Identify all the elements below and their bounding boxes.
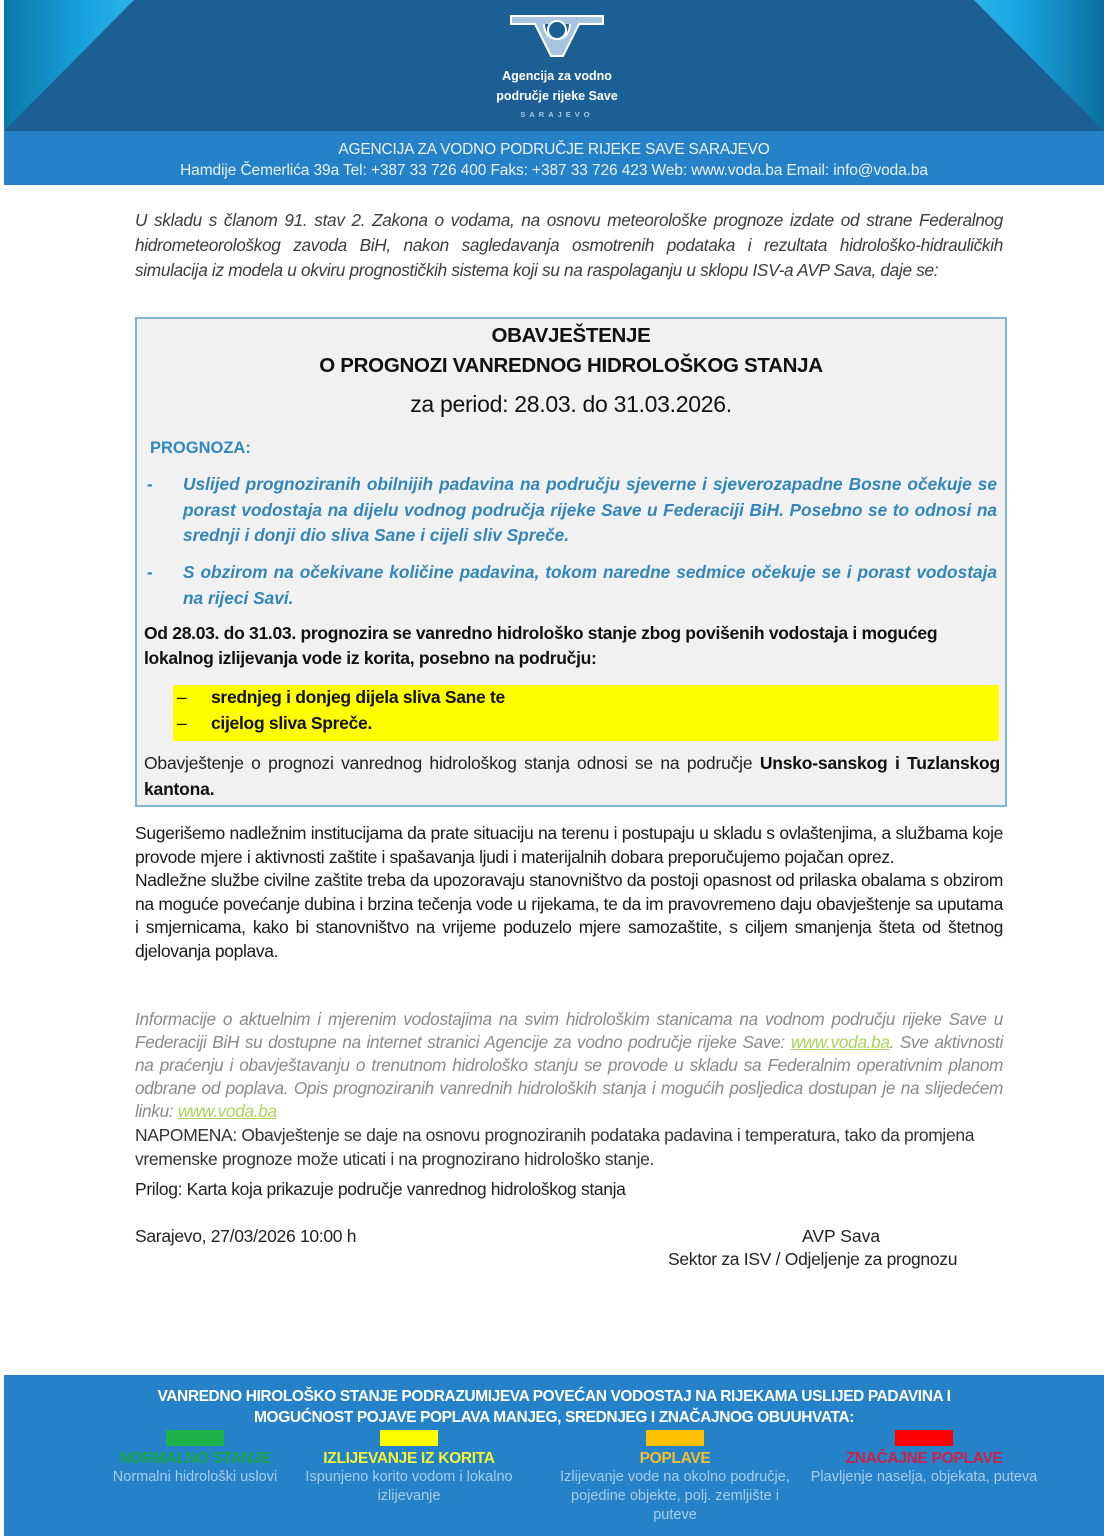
recommendation-paragraph: Sugerišemo nadležnim institucijama da prate situaciju na terenu i postupaju u skladu s ovlaštenjima, a službama koje provode mjere i aktivnosti zaštite i spašavanja ljudi i materijalnih dobara preporučujemo pojačan oprez. <box>135 823 1003 867</box>
legend-swatch <box>646 1430 704 1446</box>
logo-line-1: Agencija za vodno <box>502 69 612 83</box>
decorative-stripe-left <box>4 0 134 131</box>
legend-swatch <box>166 1430 224 1446</box>
legend-title-line: VANREDNO HIROLOŠKO STANJE PODRAZUMIJEVA POVEĆAN VODOSTAJ NA RIJEKAMA USLIJED PADAVINA I <box>157 1388 951 1405</box>
decorative-stripe-right <box>974 0 1104 131</box>
info-paragraph <box>135 1008 1003 1123</box>
area-text: cijelog sliva Spreče. <box>211 713 373 733</box>
affected-area-item <box>177 713 372 734</box>
legend-item-overflow <box>294 1430 524 1506</box>
prognoza-heading: PROGNOZA: <box>150 439 251 457</box>
note-paragraph: NAPOMENA: Obavještenje se daje na osnovu prognoziranih podataka padavina i temperatura, tako da promjena vremenske prognoze može uticati i na prognozirano hidrološko stanje. <box>135 1125 975 1169</box>
legend-footer <box>4 1375 1104 1536</box>
contact-bar <box>4 131 1104 185</box>
area-dash: – <box>177 687 187 707</box>
legend-name: NORMALNO STANJE <box>119 1450 271 1467</box>
affected-areas-highlight <box>173 685 999 741</box>
info-text: . Sve aktivnosti na praćenju i obavještavanju o trenutnom hidrološko stanju se provode u skladu sa Federalnim operativnim planom odbrane od poplava. Opis prognoziranih vanrednih hidroloških stanja i mogućih posljedica dostupan je na slijedećem linku: <box>135 1032 1003 1121</box>
bullet-text: Uslijed prognoziranih obilnijih padavina na području sjeverne i sjeverozapadne Bosne očekuje se porast vodostaja na dijelu vodnog područja rijeke Save u Federaciji BiH. Posebno se to odnosi na srednji i donji dio sliva Sane i cijeli sliv Spreče. <box>183 474 997 545</box>
intro-paragraph: U skladu s članom 91. stav 2. Zakona o vodama, na osnovu meteorološke prognoze izdate od strane Federalnog hidrometeorološkog zavoda BiH, nakon sagledavanja osmotrenih podataka i rezultata hidrološko-hidrauličkih simulacija iz modela u okviru prognostičkih sistema koji su na raspolaganju u sklopu ISV-a AVP Sava, daje se: <box>135 210 1003 280</box>
legend-name: IZLIJEVANJE IZ KORITA <box>323 1450 495 1467</box>
notice-subtitle: O PROGNOZI VANREDNOG HIDROLOŠKOG STANJA <box>319 354 823 377</box>
logo-line-2: područje rijeke Save <box>496 89 618 103</box>
contact-info: Hamdije Čemerlića 39a Tel: +387 33 726 400 Faks: +387 33 726 423 Web: www.voda.ba Email: info@voda.ba <box>180 162 928 179</box>
logo-text <box>454 66 660 106</box>
forecast-bullet <box>147 472 997 549</box>
letterhead-banner <box>4 0 1104 131</box>
legend-item-floods <box>560 1430 790 1525</box>
voda-link[interactable]: www.voda.ba <box>177 1101 277 1121</box>
legend-desc: Plavljenje naselja, objekata, puteva <box>810 1469 1038 1485</box>
legend-title <box>4 1386 1104 1428</box>
recommendation-paragraph: Nadležne službe civilne zaštite treba da upozoravaju stanovništvo da postoji opasnost od prilaska obalama s obzirom na moguće povećanje dubina i brzina tečenja vode u rijekama, te da im pravovremeno daju obavještenje sa uputama i smjernicama, kako bi stanovništvo na vrijeme poduzelo mjere samozaštite, s ciljem smanjenja šteta od štetnog djelovanja poplava. <box>135 870 1003 961</box>
legend-title-line: MOGUĆNOST POJAVE POPLAVA MANJEG, SREDNJEG I ZNAČAJNOG OBUUHVATA: <box>254 1409 854 1426</box>
legend-name: ZNAČAJNE POPLAVE <box>845 1450 1003 1467</box>
recommendations <box>135 822 1003 963</box>
signature-org: AVP Sava <box>802 1226 881 1246</box>
bullet-text: S obzirom na očekivane količine padavina, tokom naredne sedmice očekuje se i porast vodostaja na rijeci Savi. <box>183 562 997 608</box>
legend-swatch <box>380 1430 438 1446</box>
scope-text: Obavještenje o prognozi vanrednog hidrološkog stanja odnosi se na područje <box>144 753 760 773</box>
signature-department: Sektor za ISV / Odjeljenje za prognozu <box>668 1249 958 1269</box>
legend-item-normal <box>80 1430 310 1487</box>
area-dash: – <box>177 713 187 733</box>
legend-item-major-floods <box>809 1430 1039 1487</box>
legend-desc: Izlijevanje vode na okolno područje, pojedine objekte, polj. zemljište i puteve <box>560 1469 790 1523</box>
logo-city: SARAJEVO <box>520 110 594 119</box>
notice-title: OBAVJEŠTENJE <box>491 324 651 347</box>
affected-area-item <box>177 687 505 708</box>
organization-name: AGENCIJA ZA VODNO PODRUČJE RIJEKE SAVE SARAJEVO <box>338 141 770 158</box>
agency-logo-icon <box>509 14 605 58</box>
bullet-dash: - <box>147 474 153 494</box>
legend-name: POPLAVE <box>639 1450 711 1467</box>
area-text: srednjeg i donjeg dijela sliva Sane te <box>211 687 505 707</box>
place-date: Sarajevo, 27/03/2026 10:00 h <box>135 1226 357 1246</box>
scope-cantons: Unsko-sanskog i Tuzlanskog kantona. <box>144 753 1000 799</box>
scope-paragraph <box>144 750 1000 802</box>
forecast-paragraph: Od 28.03. do 31.03. prognozira se vanredno hidrološko stanje zbog povišenih vodostaja i mogućeg lokalnog izlijevanja vode iz korita, posebno na području: <box>144 623 938 668</box>
forecast-bullet <box>147 560 997 611</box>
forecast-period: za period: 28.03. do 31.03.2026. <box>410 391 732 417</box>
legend-desc: Ispunjeno korito vodom i lokalno izlijevanje <box>305 1469 513 1504</box>
attachment-note: Prilog: Karta koja prikazuje područje vanrednog hidrološkog stanja <box>135 1179 626 1199</box>
notice-box <box>135 317 1007 807</box>
bullet-dash: - <box>147 562 153 582</box>
legend-desc: Normalni hidrološki uslovi <box>112 1469 278 1485</box>
info-text: Informacije o aktuelnim i mjerenim vodostajima na svim hidrološkim stanicama na vodnom području rijeke Save u Federaciji BiH su dostupne na internet stranici Agencije za vodno područje rijeke Save: <box>135 1009 1003 1052</box>
voda-link[interactable]: www.voda.ba <box>790 1032 890 1052</box>
legend-swatch <box>895 1430 953 1446</box>
